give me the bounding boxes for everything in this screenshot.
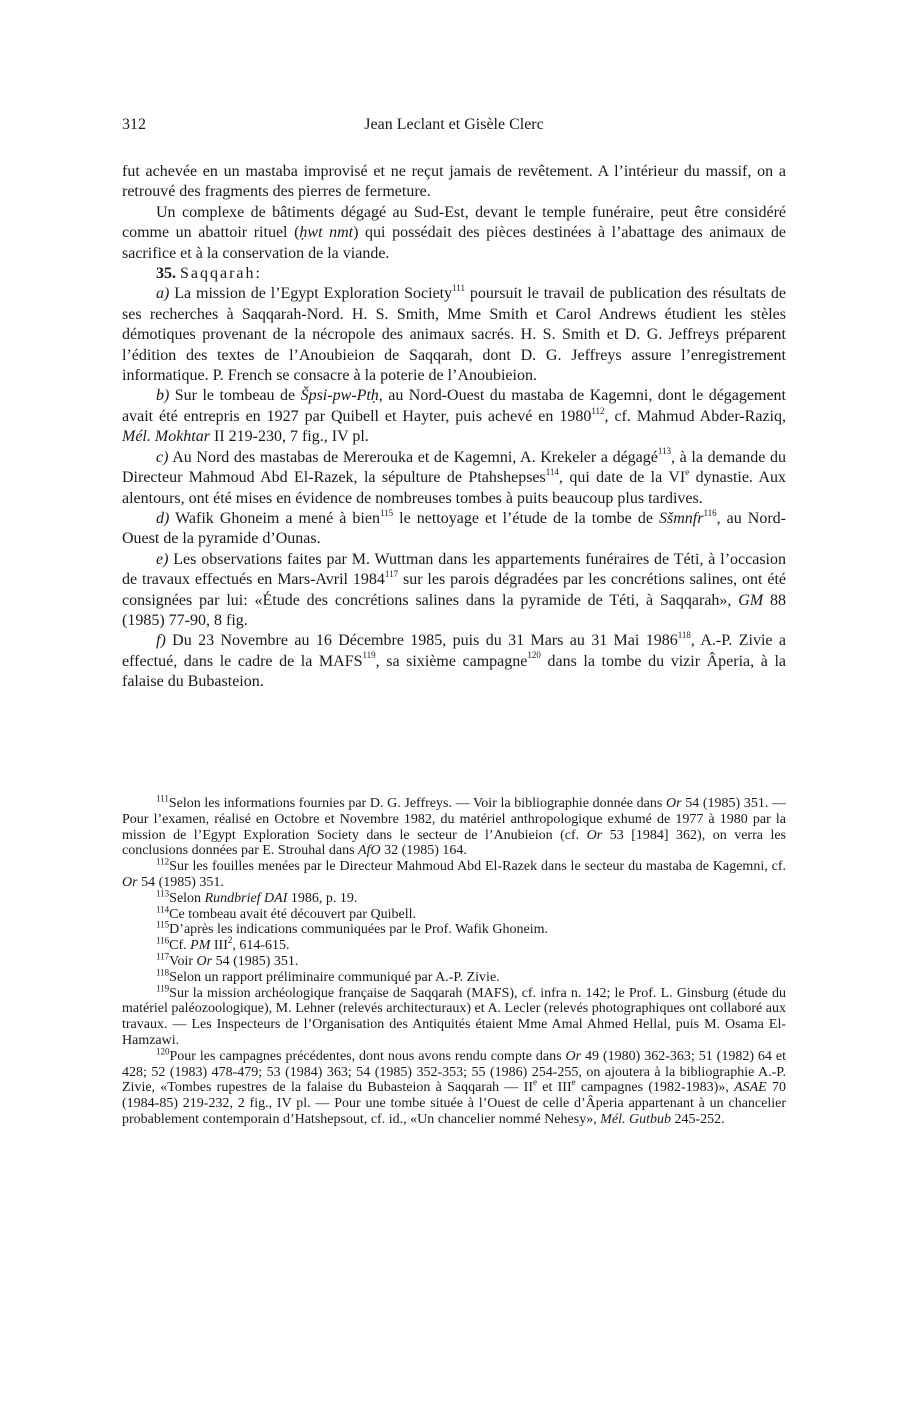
paragraph-b: b) Sur le tombeau de Špsi-pw-Ptḥ, au Nord-Ouest du mastaba de Kagemni, dont le dégagement avait été entrepris en 1927 par Quibell et Hayter, puis achevé en 1980$^{112}$, cf. Mahmud Abder-Raziq, Mél. Mokhtar II 219-230, 7 fig., IV pl. xyxy=(122,387,786,446)
paragraph-f: f) Du 23 Novembre au 16 Décembre 1985, puis du 31 Mars au 31 Mai 1986$^{118}$, A.-P. Zivie a effectué, dans le cadre de la MAFS$^{119}$, sa sixième campagne$^{120}$ dans la tombe du vizir Âperia, à la falaise du Bubasteion. xyxy=(122,630,786,691)
footnote-ref: 111 xyxy=(452,283,465,294)
footnote-ref: 115 xyxy=(379,507,394,518)
footnote-119: $^{119}$Sur la mission archéologique française de Saqqarah (MAFS), cf. infra n. 142; le Prof. L. Ginsburg (étude du matériel paléozoologique), M. Lehner (relevés architecturaux) et A. Lecler (relevés photographiques ont collaboré aux travaux. — Les Inspecteurs de l’Organisation des Antiquités étaient Mme Amal Ahmed Hellal, puis M. Osama El-Hamzawi. xyxy=(122,982,786,1048)
paragraph-d: d) Wafik Ghoneim a mené à bien$^{115}$ le nettoyage et l’étude de la tombe de Sšmnfr$^{116}$, au Nord-Ouest de la pyramide d’Ounas. xyxy=(122,507,787,548)
footnote-ref: 118 xyxy=(677,630,691,641)
footnote-ref: 112 xyxy=(591,405,605,416)
page-header xyxy=(122,116,786,140)
paragraph-a: a) La mission de l’Egypt Exploration Society$^{111}$ poursuit le travail de publication des résultats de ses recherches à Saqqarah-Nord. H. S. Smith, Mme Smith et Carol Andrews étudient les stèles démotiques provenant de la nécropole des animaux sacrés. H. S. Smith et D. G. Jeffreys préparent l’édition des textes de l’Anoubieion de Saqqarah, dont D. G. Jeffreys assure l’enregistrement informatique. P. French se consacre à la poterie de l’Anoubieion. xyxy=(122,283,786,385)
footnote-115: $^{115}$D’après les indications communiquées par le Prof. Wafik Ghoneim. xyxy=(156,919,549,938)
page-number: 312 xyxy=(122,116,146,133)
footnote-ref: 116 xyxy=(703,507,717,518)
footnote-113: $^{113}$Selon Rundbrief DAI 1986, p. 19. xyxy=(156,888,358,906)
footnote-120: $^{120}$Pour les campagnes précédentes, dont nous avons rendu compte dans Or 49 (1980) 362-363; 51 (1982) 64 et 428; 52 (1983) 478-479; 53 (1984) 363; 54 (1985) 352-353; 55 (1986) 254-255, on ajoutera à la bibliographie A.-P. Zivie, «Tombes rupestres de la falaise du Bubasteion à Saqqarah — IIe et IIIe campagnes (1982-1983)», ASAE 70 (1984-85) 219-232, 2 fig., IV pl. — Pour une tombe située à l’Ouest de celle d’Âperia appartenant à un chancelier probablement contemporain d’Hatshepsout, cf. id., «Un chancelier nommé Nehesy», Mél. Gutbub 245-252. xyxy=(122,1046,786,1127)
footnote-ref: 114 xyxy=(545,466,559,477)
footnote-ref: 117 xyxy=(384,568,399,579)
section-title: Saqqarah: xyxy=(180,265,262,283)
footnote-114: $^{114}$Ce tombeau avait été découvert par Quibell. xyxy=(156,903,417,922)
footnote-111: $^{111}$Selon les informations fournies par D. G. Jeffreys. — Voir la bibliographie donnée dans Or 54 (1985) 351. — Pour l’examen, réalisé en Octobre et Novembre 1982, du matériel anthropologique exhumé de 1977 à 1980 par la mission de l’Egypt Exploration Society dans le secteur de l’Anubieion (cf. Or 53 [1984] 362), on verra les conclusions données par E. Strouhal dans AfO 32 (1985) 164. xyxy=(122,793,786,859)
footnote-ref: 119 xyxy=(362,650,376,661)
section-heading-35 xyxy=(122,264,786,284)
footnote-117: $^{117}$Voir Or 54 (1985) 351. xyxy=(156,951,299,969)
paragraph-abattoir: Un complexe de bâtiments dégagé au Sud-Est, devant le temple funéraire, peut être considéré comme un abattoir rituel (ḥwt nmt) qui possédait des pièces destinées à l’abattage des animaux de sacrifice et à la conservation de la viande. xyxy=(122,203,787,262)
paragraph-mastaba: fut achevée en un mastaba improvisé et ne reçut jamais de revêtement. A l’intérieur du massif, on a retrouvé des fragments des pierres de fermeture. xyxy=(122,163,786,201)
footnote-116: $^{116}$Cf. PM III$^2$, 614-615. xyxy=(156,934,290,954)
footnote-112: $^{112}$Sur les fouilles menées par le Directeur Mahmoud Abd El-Razek dans le secteur du mastaba de Kagemni, cf. Or 54 (1985) 351. xyxy=(122,856,786,890)
section-number: 35. xyxy=(156,265,176,283)
running-title: Jean Leclant et Gisèle Clerc xyxy=(364,116,544,133)
footnote-ref: 113 xyxy=(657,446,672,457)
paragraph-c: c) Au Nord des mastabas de Mererouka et de Kagemni, A. Krekeler a dégagé$^{113}$, à la demande du Directeur Mahmoud Abd El-Razek, la sépulture de Ptahshepses$^{114}$, qui date de la VIe dynastie. Aux alentours, ont été mises en évidence de nombreuses tombes à puits beaucoup plus tardives. xyxy=(122,446,786,507)
footnotes xyxy=(122,793,786,1128)
footnote-ref: 120 xyxy=(527,650,541,661)
footnote-118: $^{118}$Selon un rapport préliminaire communiqué par A.-P. Zivie. xyxy=(156,967,500,985)
body-text xyxy=(122,162,786,693)
paragraph-e: e) Les observations faites par M. Wuttman dans les appartements funéraires de Téti, à l’occasion de travaux effectués en Mars-Avril 1984$^{117}$ sur les parois dégradées par les concrétions salines, ont été consignées par lui: «Étude des concrétions salines dans la pyramide de Téti, à Saqqarah», GM 88 (1985) 77-90, 8 fig. xyxy=(122,550,787,629)
